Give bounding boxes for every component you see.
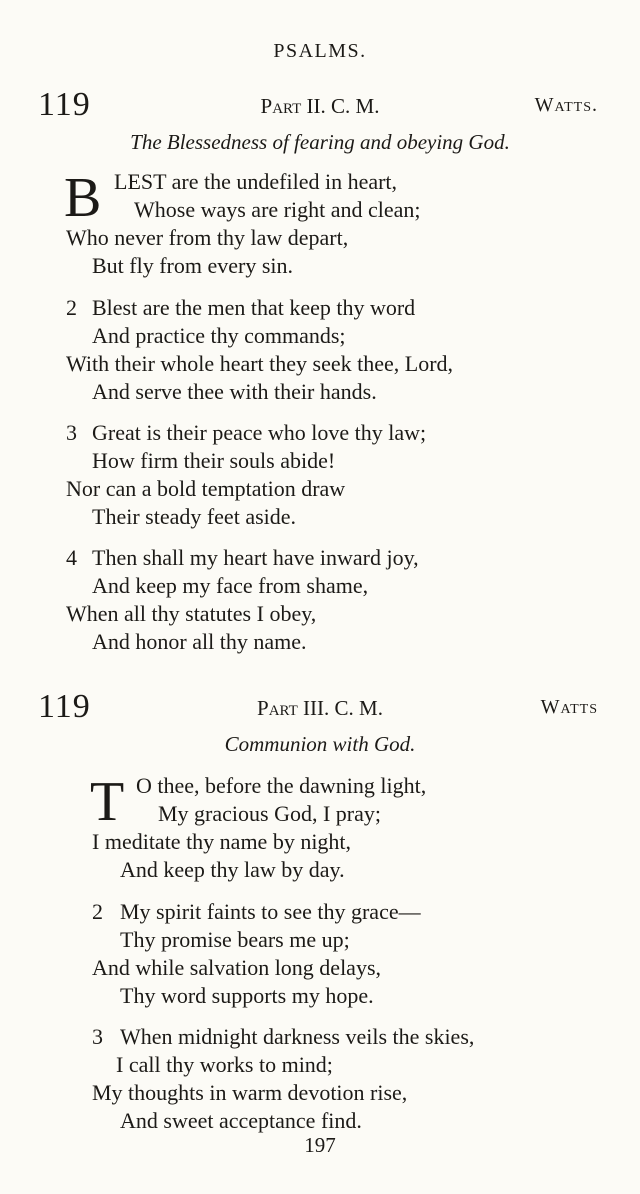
drop-cap: B [64,167,102,229]
verse-line: With their whole heart they seek thee, Lord, [66,351,454,376]
verse-line: And keep my face from shame, [92,573,369,598]
verse-line: Great is their peace who love thy law; [92,420,427,445]
hymn-header [0,690,640,724]
verse-line: O thee, before the dawning light, [136,773,427,798]
stanza-number: 4 [66,545,77,570]
verse-line: When midnight darkness veils the skies, [120,1024,475,1049]
verse-line: When all thy statutes I obey, [66,601,317,626]
drop-cap: T [90,771,125,833]
verse-line: Whose ways are right and clean; [134,197,421,222]
stanza-number: 3 [66,420,77,445]
verse-line: LEST are the undefiled in heart, [114,169,398,194]
verse-line: And serve thee with their hands. [92,379,377,404]
verse-line: But fly from every sin. [92,253,294,278]
verse-line: Who never from thy law depart, [66,225,349,250]
stanza-number: 2 [92,899,103,924]
hymn-author: Watts. [534,94,598,116]
verse-line: And while salvation long delays, [92,955,382,980]
verse-line: And honor all thy name. [92,629,307,654]
hymn-part-meter: Part III. C. M. [257,696,383,720]
verse-line: I call thy works to mind; [116,1052,333,1077]
page-number: 197 [304,1133,336,1157]
hymn-number: 119 [38,688,91,725]
verse-line: My thoughts in warm devotion rise, [92,1080,408,1105]
verse-line: My spirit faints to see thy grace— [120,899,421,924]
stanza-number: 3 [92,1024,103,1049]
hymn-part-meter: Part II. C. M. [260,94,380,118]
verse-line: How firm their souls abide! [92,448,336,473]
hymn-header [0,88,640,122]
verse-line: Then shall my heart have inward joy, [92,545,419,570]
hymn-number: 119 [38,86,91,123]
verse-line: Blest are the men that keep thy word [92,295,416,320]
verse-line: My gracious God, I pray; [158,801,382,826]
verse-line: And practice thy commands; [92,323,346,348]
hymn-subject: The Blessedness of fearing and obeying God. [130,130,510,154]
verse-line: I meditate thy name by night, [92,829,352,854]
verse-line: Their steady feet aside. [92,504,297,529]
verse-line: Thy word supports my hope. [120,983,374,1008]
hymn-author: Watts [540,696,598,718]
hymn-subject: Communion with God. [224,732,416,756]
stanza-number: 2 [66,295,77,320]
verse-line: Nor can a bold temptation draw [66,476,346,501]
verse-line: And keep thy law by day. [120,857,345,882]
verse-line: And sweet acceptance find. [120,1108,362,1133]
verse-line: Thy promise bears me up; [120,927,350,952]
running-head: PSALMS. [273,40,367,62]
